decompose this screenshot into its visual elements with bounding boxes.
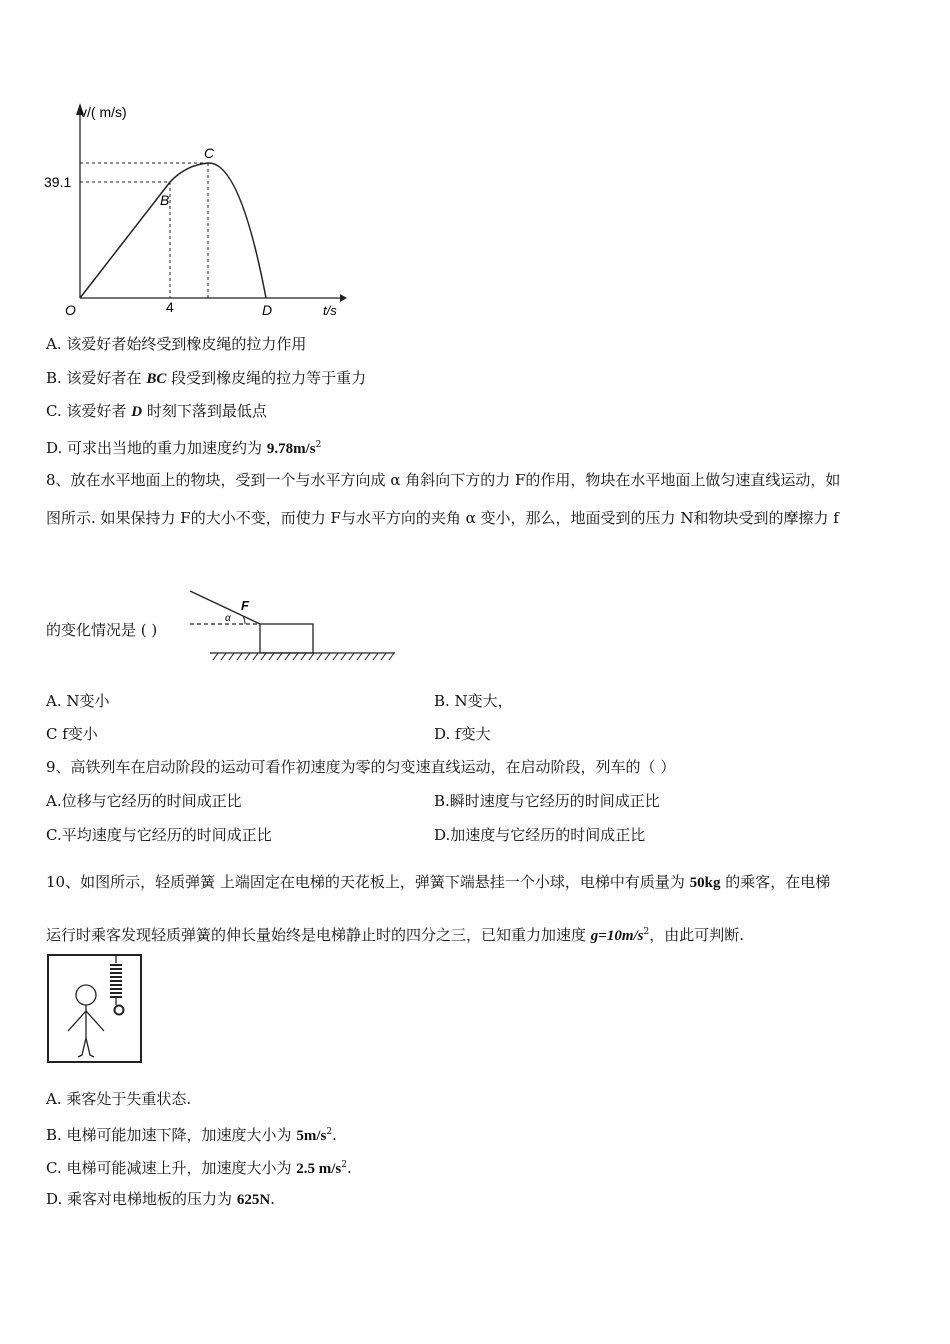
q10-option-c: C. 电梯可能减速上升，加速度大小为 2.5 $m/s^2$. <box>46 1159 352 1177</box>
ground-hatching <box>213 653 394 660</box>
velocity-time-graph <box>40 95 350 325</box>
q9-option-c: C.平均速度与它经历的时间成正比 <box>46 826 272 844</box>
q10-option-a: A. 乘客处于失重状态. <box>46 1090 192 1108</box>
ball <box>115 1006 124 1015</box>
q7-option-a: A. 该爱好者始终受到橡皮绳的拉力作用 <box>46 335 307 353</box>
elevator-figure <box>46 953 146 1065</box>
force-label: F <box>241 598 249 613</box>
q10-stem-line1: 10、如图所示，轻质弹簧 上端固定在电梯的天花板上，弹簧下端悬挂一个小球，电梯中有质量为 50kg 的乘客，在电梯 <box>46 873 831 891</box>
q9-option-a: A.位移与它经历的时间成正比 <box>46 792 242 810</box>
elevator-box <box>48 955 141 1062</box>
q9-option-b: B.瞬时速度与它经历的时间成正比 <box>434 792 660 810</box>
q7-option-d: D. 可求出当地的重力加速度约为 $9.78m/s^2$ <box>46 439 322 457</box>
q8-stem-line1: 8、放在水平地面上的物块，受到一个与水平方向成 α 角斜向下方的力 F的作用，物块在水平地面上做匀速直线运动，如 <box>46 471 841 489</box>
q8-option-a: A. N变小 <box>46 692 110 710</box>
point-b-label: B <box>160 192 170 208</box>
q10-option-b: B. 电梯可能加速下降，加速度大小为 $5m/s^2$. <box>46 1126 337 1144</box>
passenger-legs <box>78 1038 94 1057</box>
point-c-label: C <box>204 145 215 161</box>
angle-label: α <box>225 613 231 624</box>
block <box>260 624 313 653</box>
q10-option-d: D. 乘客对电梯地板的压力为 625N. <box>46 1190 275 1208</box>
point-d-label: D <box>262 302 273 318</box>
q9-stem: 9、高铁列车在启动阶段的运动可看作初速度为零的匀变速直线运动，在启动阶段，列车的（ ） <box>46 758 676 776</box>
passenger-head <box>76 985 96 1005</box>
velocity-curve <box>80 163 266 298</box>
q8-stem-line2: 图所示. 如果保持力 F的大小不变，而使力 F与水平方向的夹角 α 变小，那么，地面受到的压力 N和物块受到的摩擦力 f <box>46 509 839 527</box>
x-tick-label: 4 <box>166 299 174 315</box>
q8-option-d: D. f变大 <box>434 725 491 743</box>
block-force-figure <box>185 585 400 665</box>
spring-coils <box>110 965 122 997</box>
q10-stem-line2: 运行时乘客发现轻质弹簧的伸长量始终是电梯静止时的四分之三，已知重力加速度 $g=10m/s^2$，由此可判断. <box>46 926 745 944</box>
q8-option-c: C f变小 <box>46 725 98 743</box>
q7-option-c: C. 该爱好者 D 时刻下落到最低点 <box>46 402 267 420</box>
x-axis-arrow <box>340 294 347 302</box>
y-tick-label: 39.1 <box>44 174 72 190</box>
y-axis-label: v/( m/s) <box>80 104 127 120</box>
q8-option-b: B. N变大， <box>434 692 513 710</box>
q9-option-d: D.加速度与它经历的时间成正比 <box>434 826 646 844</box>
q7-option-b: B. 该爱好者在 BC 段受到橡皮绳的拉力等于重力 <box>46 369 367 387</box>
origin-label: O <box>65 302 76 318</box>
x-axis-label: t/s <box>323 303 337 318</box>
q8-stem-line3: 的变化情况是 ( ) <box>46 621 158 639</box>
